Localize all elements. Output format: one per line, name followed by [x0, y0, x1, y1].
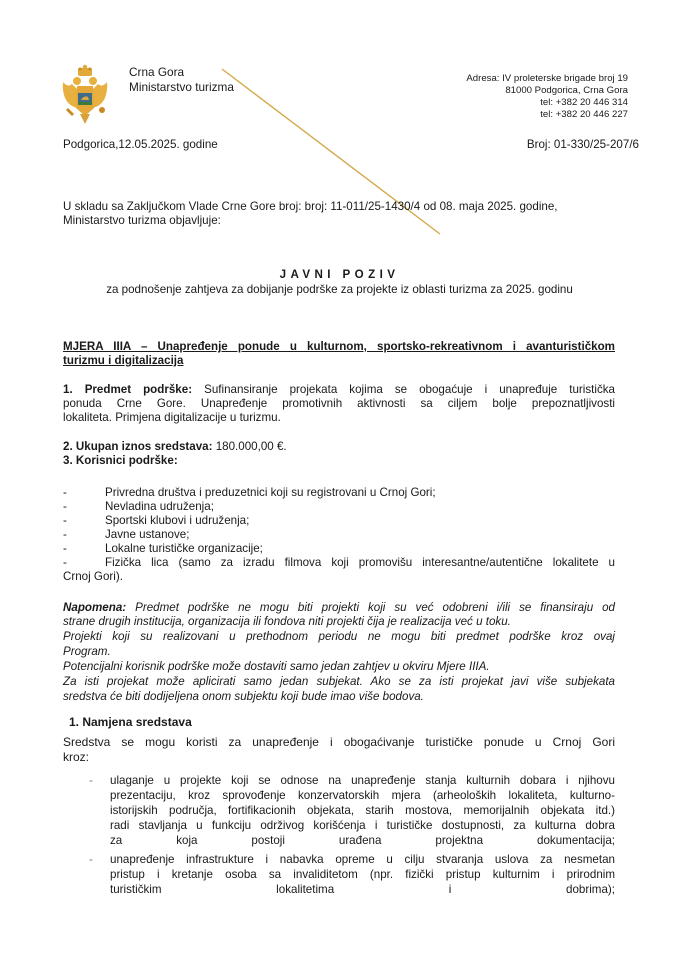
intro-line-1: U skladu sa Zaključkom Vlade Crne Gore broj: broj: 11-011/25-1430/4 od 08. maja 2025. godine,	[63, 200, 558, 213]
note-line-4: Program.	[63, 645, 111, 658]
beneficiary-item: Nevladina udruženja;	[105, 500, 214, 513]
total-amount: 180.000,00 €.	[215, 440, 287, 453]
measure-title-line-1: MJERA IIIA – Unapređenje ponude u kulturnom, sportsko-rekreativnom i avanturističkom	[63, 340, 615, 353]
section-2-label: 2. Ukupan iznos sredstava:	[63, 440, 213, 453]
measure-title-line-2: turizmu i digitalizacija	[63, 354, 184, 367]
purpose-item-1-line: za koja postoji urađena projektna dokumentacija;	[110, 834, 615, 847]
note-text: Predmet podrške ne mogu biti projekti koji su već odobreni i/ili se finansiraju od	[135, 601, 615, 614]
note-line-3: Projekti koji su realizovani u prethodnom periodu ne mogu biti predmet podrške kroz ovaj	[63, 630, 615, 643]
section-3-label: 3. Korisnici podrške:	[63, 454, 178, 467]
beneficiary-item: Sportski klubovi i udruženja;	[105, 514, 250, 527]
list-dash: -	[63, 500, 67, 513]
list-dash: -	[89, 853, 93, 866]
list-dash: -	[63, 486, 67, 499]
place-date: Podgorica,12.05.2025. godine	[63, 138, 218, 151]
org-country: Crna Gora	[129, 65, 185, 79]
purpose-item-1-line: radi stavljanja u funkciju održivog korišćenja i turističke dostupnosti, za kulturna dobra	[110, 819, 615, 832]
section-1-line-1	[63, 383, 615, 397]
note-line-5: Potencijalni korisnik podrške može dostaviti samo jedan zahtjev u okviru Mjere IIIA.	[63, 660, 490, 673]
note-line-1	[63, 601, 615, 615]
purpose-item-2-line: turističkim lokalitetima i dobrima);	[110, 883, 615, 896]
org-ministry: Ministarstvo turizma	[129, 80, 234, 94]
note-label: Napomena:	[63, 601, 127, 614]
reference-number: Broj: 01-330/25-207/6	[526, 138, 639, 151]
document-title: JAVNI POZIV	[279, 268, 400, 281]
phone-1: tel: +382 20 446 314	[540, 97, 628, 108]
beneficiary-item: Privredna društva i preduzetnici koji su registrovani u Crnoj Gori;	[105, 486, 436, 499]
section-1-line-2: ponuda Crne Gore. Unapređenje promotivnih aktivnosti sa ciljem bolje prepoznatljivosti	[63, 397, 615, 410]
phone-2: tel: +382 20 446 227	[540, 109, 628, 120]
purpose-intro-line-1: Sredstva se mogu koristi za unapređenje i obogaćivanje turističke ponude u Crnoj Gori	[63, 735, 615, 749]
address-line: Adresa: IV proleterske brigade broj 19	[466, 73, 628, 84]
list-dash: -	[89, 774, 93, 787]
beneficiary-item: Fizička lica (samo za izradu filmova koji promovišu interesantne/autentične lokalitete u	[105, 556, 615, 569]
beneficiary-item: Lokalne turističke organizacije;	[105, 542, 263, 555]
purpose-intro-line-2: kroz:	[63, 750, 90, 764]
address-city: 81000 Podgorica, Crna Gora	[505, 85, 628, 96]
section-1-text: Sufinansiranje projekata kojima se obogaćuje i unapređuje turistička	[204, 383, 615, 396]
purpose-heading: 1. Namjena sredstava	[69, 715, 192, 729]
beneficiary-item-continuation: Crnoj Gori).	[63, 570, 123, 583]
list-dash: -	[63, 514, 67, 527]
purpose-item-1-line: prezentaciju, kroz sprovođenje konzervatorskih mjera (arheoloških lokaliteta, kulturno-	[110, 789, 615, 802]
intro-line-2: Ministarstvo turizma objavljuje:	[63, 214, 221, 227]
section-2	[63, 440, 287, 454]
purpose-item-1-line: istorijskih područja, fortifikacionih objekata, starih mostova, memorijalnih objekata itd.)	[110, 804, 615, 817]
list-dash: -	[63, 556, 67, 569]
list-dash: -	[63, 528, 67, 541]
note-line-2: strane drugih institucija, organizacija ili fondova niti projekti čija je realizacija već u toku.	[63, 615, 511, 628]
section-1-label: 1. Predmet podrške:	[63, 383, 193, 396]
list-dash: -	[63, 542, 67, 555]
beneficiary-item: Javne ustanove;	[105, 528, 190, 541]
purpose-item-2-line: unapređenje infrastrukture i nabavka opreme u cilju stvaranja uslova za nesmetan	[110, 853, 615, 866]
purpose-item-2-line: pristup i kretanje osoba sa invaliditetom (npr. fizički pristup kulturnim i prirodnim	[110, 868, 615, 881]
note-line-7: sredstva će biti dodijeljena onom subjektu koji bude imao više bodova.	[63, 690, 424, 703]
address-block	[466, 73, 628, 121]
document-subtitle: za podnošenje zahtjeva za dobijanje podrške za projekte iz oblasti turizma za 2025. godinu	[106, 283, 573, 296]
note-line-6: Za isti projekat može aplicirati samo jedan subjekat. Ako se za isti projekat javi više subjekata	[63, 675, 615, 688]
section-1-line-3: lokaliteta. Primjena digitalizacije u turizmu.	[63, 411, 281, 424]
purpose-item-1-line: ulaganje u projekte koji se odnose na unapređenje stanja kulturnih dobara i njihovu	[110, 774, 615, 787]
